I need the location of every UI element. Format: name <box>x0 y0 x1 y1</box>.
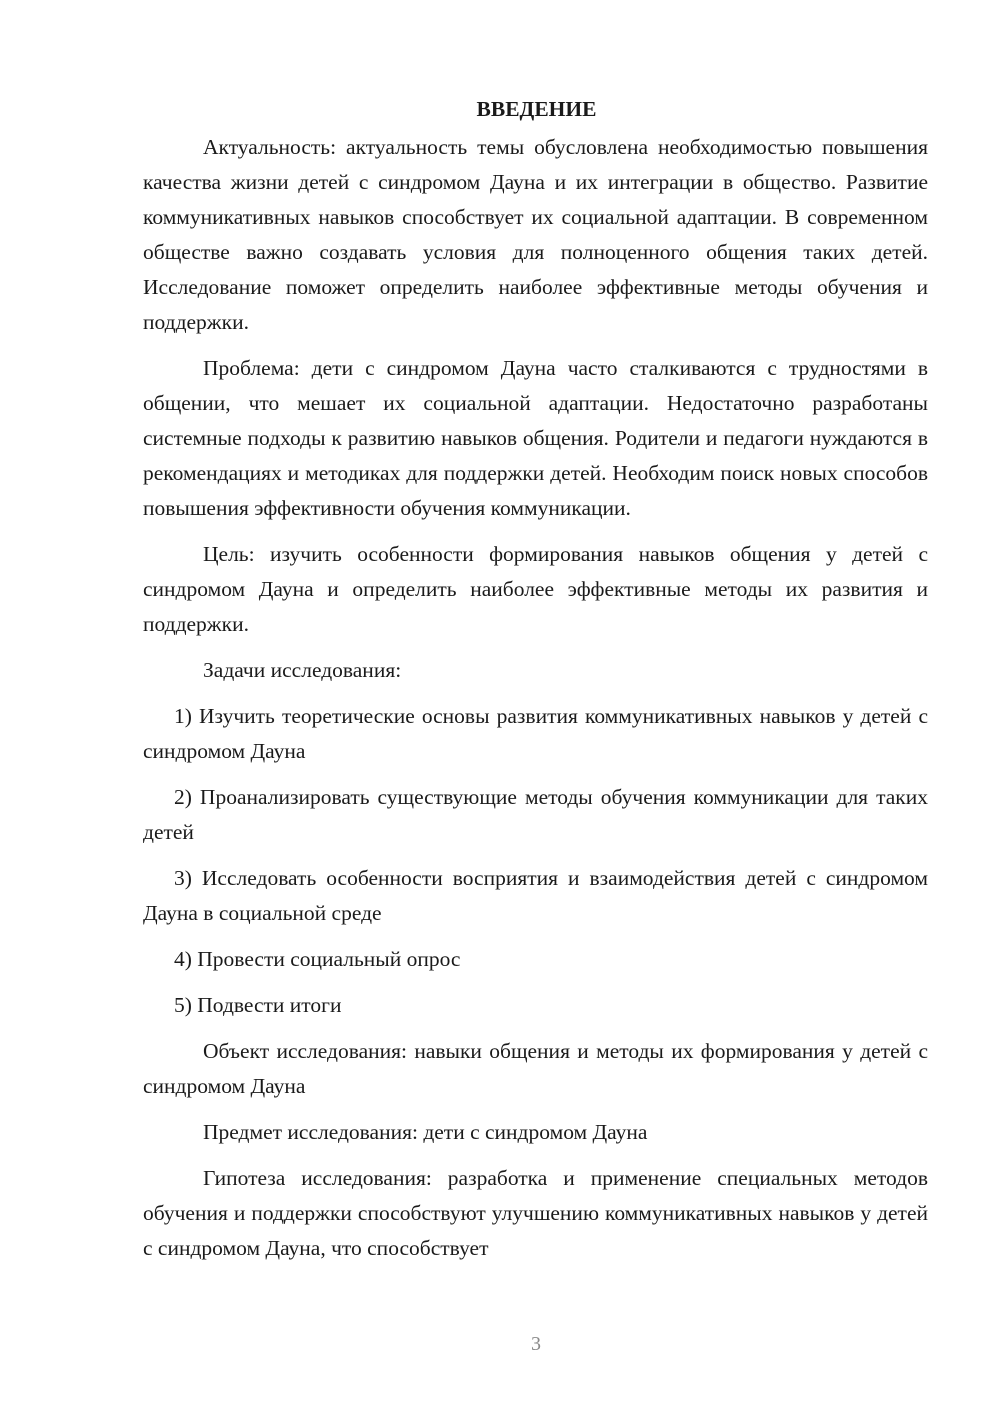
paragraph-relevance: Актуальность: актуальность темы обусловлена необходимостью повышения качества жизни детей с синдромом Дауна и их интеграции в общество. Развитие коммуникативных навыков способствует их социальной адаптации. В современном обществе важно создавать условия для полноценного общения таких детей. Исследование поможет определить наиболее эффективные методы обучения и поддержки. <box>143 135 928 334</box>
task-item-4: 4) Провести социальный опрос <box>174 947 461 971</box>
document-page <box>143 92 928 1266</box>
task-item-2: 2) Проанализировать существующие методы обучения коммуникации для таких детей <box>143 785 928 844</box>
paragraph-goal: Цель: изучить особенности формирования навыков общения у детей с синдромом Дауна и определить наиболее эффективные методы их развития и поддержки. <box>143 542 928 636</box>
task-item-3: 3) Исследовать особенности восприятия и взаимодействия детей с синдромом Дауна в социальной среде <box>143 866 928 925</box>
section-title: ВВЕДЕНИЕ <box>476 97 597 121</box>
paragraph-tasks-heading: Задачи исследования: <box>203 658 402 682</box>
paragraph-hypothesis: Гипотеза исследования: разработка и применение специальных методов обучения и поддержки способствуют улучшению коммуникативных навыков у детей с синдромом Дауна, что способствует <box>143 1166 928 1260</box>
paragraph-subject: Предмет исследования: дети с синдромом Дауна <box>203 1120 648 1144</box>
page-number: 3 <box>531 1333 541 1355</box>
paragraph-problem: Проблема: дети с синдромом Дауна часто сталкиваются с трудностями в общении, что мешает их социальной адаптации. Недостаточно разработаны системные подходы к развитию навыков общения. Родители и педагоги нуждаются в рекомендациях и методиках для поддержки детей. Необходим поиск новых способов повышения эффективности обучения коммуникации. <box>143 356 928 520</box>
paragraph-object: Объект исследования: навыки общения и методы их формирования у детей с синдромом Дауна <box>143 1039 928 1098</box>
task-item-5: 5) Подвести итоги <box>174 993 342 1017</box>
task-item-1: 1) Изучить теоретические основы развития коммуникативных навыков у детей с синдромом Дауна <box>143 704 928 763</box>
